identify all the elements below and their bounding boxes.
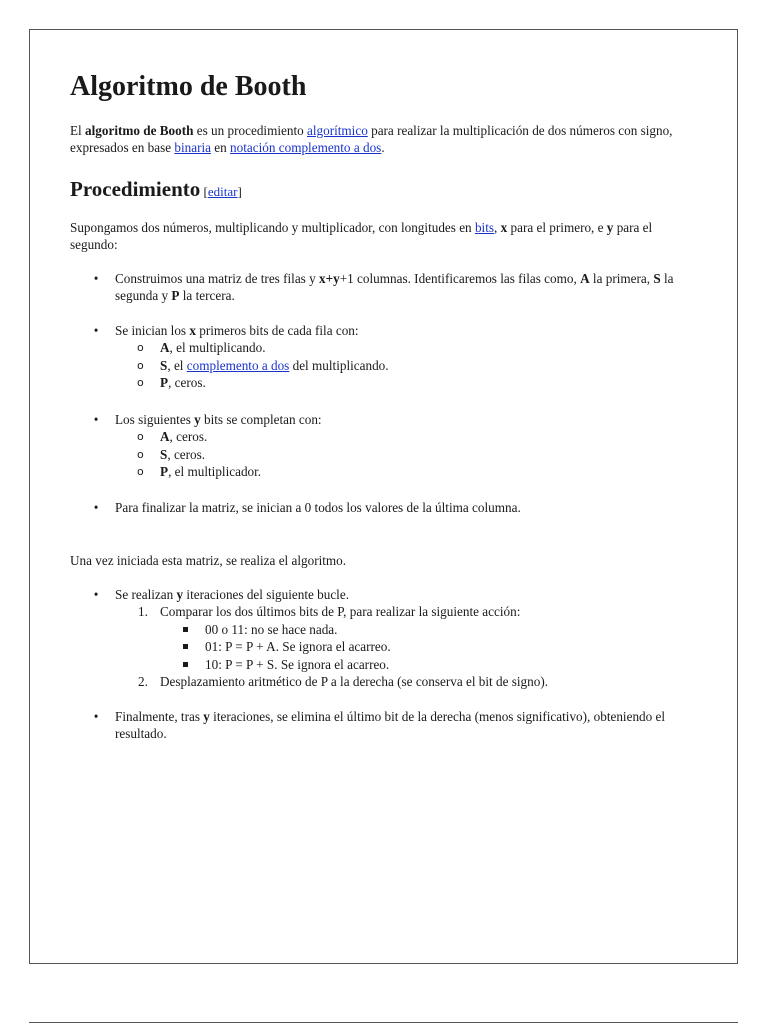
item-text: primeros bits de cada fila con: (195, 323, 359, 338)
item-text: Construimos una matriz de tres filas y (115, 271, 320, 286)
item-text: iteraciones del siguiente bucle. (183, 587, 349, 602)
bullet-icon: • (93, 500, 99, 515)
list-item (70, 708, 700, 743)
paragraph-text: , (494, 220, 501, 235)
item-text: , el (167, 357, 187, 373)
section-header (70, 176, 700, 202)
item-bold: x+y (319, 271, 340, 286)
intro-text: . (381, 140, 385, 156)
item-text: , ceros. (169, 429, 208, 445)
item-bold: S (160, 446, 168, 462)
item-bold: y (176, 587, 184, 602)
item-bold: P (160, 375, 169, 391)
intro-text: para realizar la multiplicación de dos números con signo, expresados en base (70, 123, 673, 156)
item-text: , el multiplicando. (169, 340, 266, 356)
item-bold: A (580, 271, 590, 286)
circle-bullet-icon: o (137, 341, 144, 355)
item-text: iteraciones, se elimina el último bit de la derecha (menos significativo), obteniendo el resultado. (115, 709, 666, 742)
paragraph-text: para el segundo: (70, 220, 653, 253)
bullet-icon: • (93, 323, 99, 338)
item-text: Para finalizar la matriz, se inician a 0 todos los valores de la última columna. (115, 500, 521, 515)
item-text: 00 o 11: no se hace nada. (205, 621, 338, 637)
intro-text: en (211, 140, 231, 156)
circle-bullet-icon: o (137, 376, 144, 390)
list-item (70, 411, 700, 481)
circle-bullet-icon: o (137, 465, 144, 479)
list-item (70, 322, 700, 392)
paragraph-text: Supongamos dos números, multiplicando y multiplicador, con longitudes en (70, 220, 475, 235)
bullet-icon: • (93, 587, 99, 602)
intro-paragraph (70, 122, 700, 157)
intro-bold-term: algoritmo de Booth (85, 123, 194, 138)
item-text: la segunda y (115, 271, 674, 304)
item-text: 01: P = P + A. Se ignora el acarreo. (205, 639, 391, 655)
bullet-icon: • (93, 271, 99, 286)
edit-section (200, 184, 242, 199)
item-bold: x (189, 323, 196, 338)
list-item (70, 499, 700, 516)
item-text: del multiplicando. (289, 357, 389, 373)
edit-bracket: ] (237, 184, 242, 199)
item-bold: S (160, 357, 168, 373)
link-complemento-a-dos[interactable]: notación complemento a dos (230, 140, 382, 156)
page-title: Algoritmo de Booth (70, 71, 307, 102)
page-frame (29, 29, 738, 964)
link-complemento-a-dos[interactable]: complemento a dos (186, 357, 290, 373)
item-text: , ceros. (168, 375, 206, 391)
item-text: la primera, (589, 271, 654, 286)
circle-bullet-icon: o (137, 430, 144, 444)
item-text: , ceros. (167, 446, 206, 462)
item-text: Comparar los dos últimos bits de P, para realizar la siguiente acción: (160, 604, 521, 620)
link-bits[interactable]: bits (474, 220, 495, 235)
item-text: Se realizan (115, 587, 177, 602)
item-text: 10: P = P + S. Se ignora el acarreo. (205, 656, 390, 672)
step-number: 1. (138, 604, 148, 620)
item-text: la tercera. (179, 288, 235, 304)
edit-bracket: [ (200, 184, 208, 199)
bullet-icon: • (93, 412, 99, 427)
item-bold: y (194, 412, 201, 427)
circle-bullet-icon: o (137, 447, 144, 461)
square-bullet-icon (183, 627, 188, 632)
list-item (70, 270, 700, 305)
paragraph-text: para el primero, e (507, 220, 607, 235)
item-text: Finalmente, tras (115, 709, 204, 724)
link-binaria[interactable]: binaria (174, 140, 211, 156)
circle-bullet-icon: o (137, 358, 144, 372)
procedure-paragraph (70, 219, 700, 254)
item-text: Se inician los (115, 323, 190, 338)
item-bold: P (160, 464, 169, 480)
item-bold: A (160, 340, 170, 356)
item-bold: P (171, 288, 180, 304)
item-bold: A (160, 429, 170, 445)
square-bullet-icon (183, 662, 188, 667)
item-text: , el multiplicador. (168, 464, 262, 480)
item-bold: S (653, 271, 661, 286)
item-text: Los siguientes (115, 412, 195, 427)
item-bold: y (203, 709, 210, 724)
edit-link[interactable]: editar (207, 184, 238, 199)
section-heading: Procedimiento (70, 177, 201, 201)
bullet-icon: • (93, 709, 99, 724)
step-number: 2. (138, 674, 148, 690)
page-divider (29, 1022, 738, 1023)
intro-text: es un procedimiento (193, 123, 307, 138)
item-text: bits se completan con: (200, 412, 322, 427)
item-text: +1 columnas. Identificaremos las filas como, (339, 271, 581, 286)
item-text: Desplazamiento aritmético de P a la derecha (se conserva el bit de signo). (160, 674, 549, 690)
intro-text: El (70, 123, 86, 138)
list-item (70, 586, 700, 690)
link-algoritmico[interactable]: algorítmico (307, 123, 368, 138)
var-y: y (606, 220, 614, 235)
square-bullet-icon (183, 644, 188, 649)
var-x: x (500, 220, 508, 235)
paragraph: Una vez iniciada esta matriz, se realiza el algoritmo. (70, 553, 347, 568)
